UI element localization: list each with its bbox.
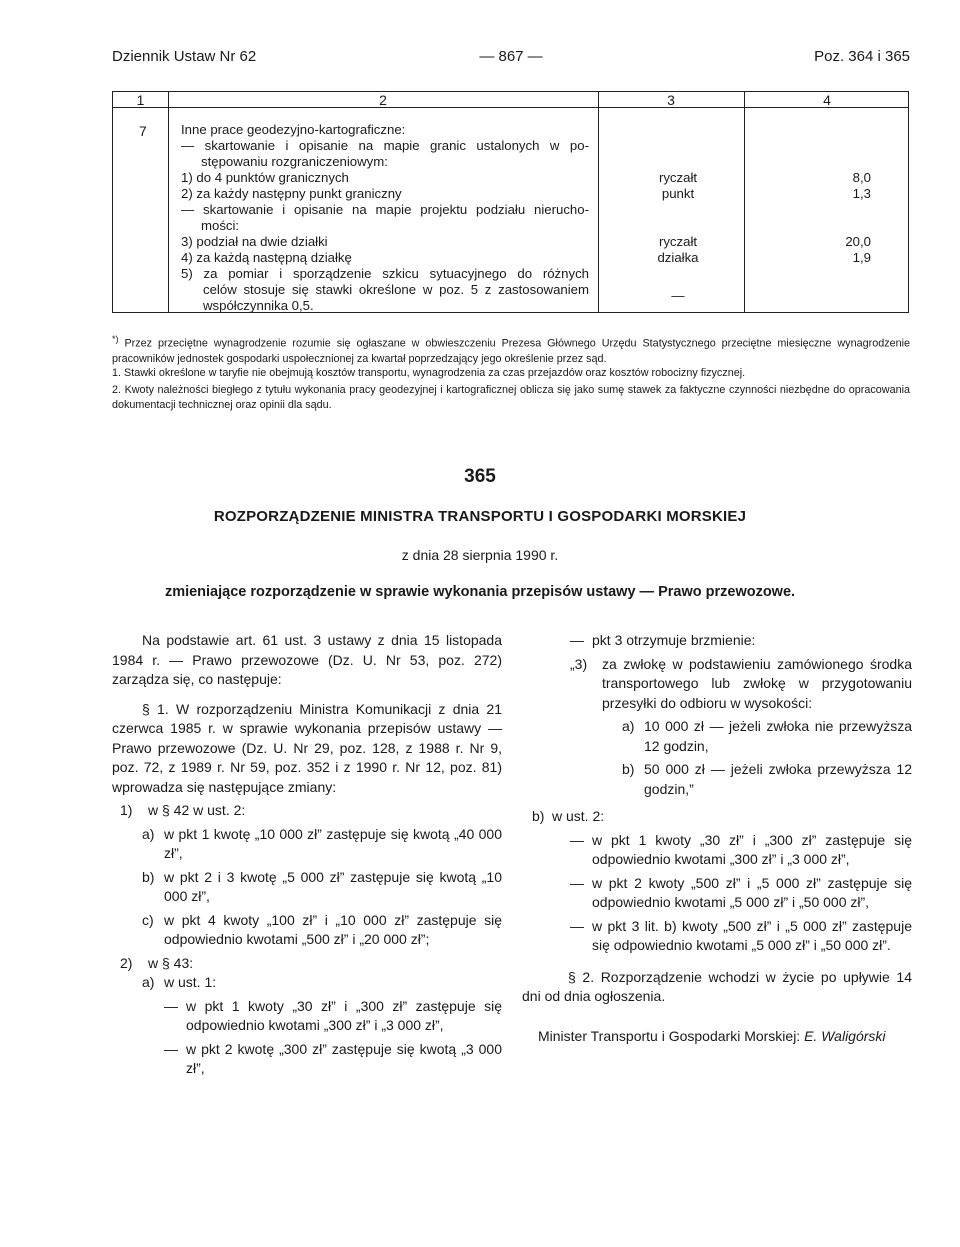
quoted-a [522,717,912,756]
footnote-2-mark: 2. [112,384,122,396]
item-1c-mark: c) [142,911,154,928]
dash-item-1 [112,997,502,1036]
paragraph-2: § 2. Rozporządzenie wchodzi w życie po upływie 14 dni od dnia ogłoszenia. [522,968,912,1004]
rate-cell: 1,9 [852,250,871,265]
quoted-point-3 [522,655,912,714]
item-b [522,807,912,827]
desc-line: 4) za każdą następną działkę [181,250,352,265]
paragraph-1: § 1. W rozporządzeniu Ministra Komunikacji z dnia 21 czerwca 1985 r. w sprawie wykonania przepisów ustawy — Prawo przewozowe (Dz. U. Nr 29, poz. 128, z 1988 r. Nr 9, poz. 72, z 1989 r. Nr 59, poz. 352 i z 1990 r. Nr 12, poz. 81) wprowadza się następujące zmiany: [112,700,502,795]
pkt3-text: pkt 3 otrzymuje brzmienie: [592,632,756,648]
item-1a-mark: a) [142,825,155,842]
quoted-b-text: 50 000 zł — jeżeli zwłoka przewyższa 12 godzin,” [644,761,912,797]
unit-cell: punkt [661,186,695,201]
preamble: Na podstawie art. 61 ust. 3 ustawy z dnia 15 listopada 1984 r. — Prawo przewozowe (Dz. U. Nr 53, poz. 272) zarządza się, co następuje: [112,632,502,687]
dash-item-1-mark: — [164,997,178,1014]
unit-cell: działka [657,250,699,265]
rate-cell: 8,0 [852,170,871,185]
footnote-2-text: Kwoty należności biegłego z tytułu wykonania pracy geodezyjnej i kartograficznej oblicza się jako sumę stawek za faktyczne czynności niezbędne do opracowania dokumentacji technicznej oraz opinii dla sądu. [112,384,911,411]
item-2a-text: w ust. 1: [164,974,217,990]
item-2a [112,973,502,993]
dash-r2 [522,874,912,913]
item-b-mark: b) [532,808,545,824]
item-1c-text: w pkt 4 kwoty „100 zł” i „10 000 zł” zastępuje się odpowiednio kwotami „500 zł” i „20 000 zł”; [164,911,502,947]
desc-line: — skartowanie i opisanie na mapie granic ustalonych w po- [181,138,589,153]
pkt3-line [522,631,912,651]
item-2-mark: 2) [120,954,133,971]
dash-r3 [522,917,912,956]
unit-cell: ryczałt [658,170,698,185]
dash-item-2-mark: — [164,1040,178,1057]
rate-cell: 1,3 [852,186,871,201]
position-range: Poz. 364 i 365 [814,48,910,65]
desc-line: 1) do 4 punktów granicznych [181,170,349,185]
quoted-a-mark: a) [622,718,635,734]
col-header-2: 2 [379,92,387,108]
item-1-mark: 1) [120,802,133,818]
item-1c [112,911,502,950]
item-2a-mark: a) [142,974,155,990]
footnote-2 [112,383,910,413]
desc-line: celów stosuje się stawki określone w poz. 5 z zastosowaniem [203,282,589,297]
desc-line: mości: [201,218,240,233]
item-1-text: w § 42 w ust. 2: [148,802,246,818]
rate-cell: 20,0 [845,234,871,249]
dash-r2-text: w pkt 2 kwoty „500 zł” i „5 000 zł” zastępuje się odpowiednio kwotami „5 000 zł” i „50 000 zł”, [592,874,912,910]
dash-item-2-text: w pkt 2 kwotę „300 zł” zastępuje się kwotą „3 000 zł”, [186,1040,502,1076]
row-number: 7 [139,123,147,139]
footnote-star-mark: *) [112,334,119,344]
dash-r1 [522,831,912,870]
footnote-star [112,332,910,367]
dash-item-2 [112,1040,502,1079]
quoted-point-3-text: za zwłokę w podstawieniu zamówionego środka transportowego lub zwłokę w przygotowaniu przesyłki do odbioru w wysokości: [602,655,912,711]
item-1a-text: w pkt 1 kwotę „10 000 zł” zastępuje się kwotą „40 000 zł”, [164,825,502,861]
dash-r3-mark: — [570,917,584,934]
desc-line: 2) za każdy następny punkt graniczny [181,186,402,201]
quoted-a-text: 10 000 zł — jeżeli zwłoka nie przewyższa 12 godzin, [644,718,912,754]
footnote-star-text: Przez przeciętne wynagrodzenie rozumie się ogłaszane w obwieszczeniu Prezesa Głównego Urzędu Statystycznego przeciętne miesięczne wynagrodzenie pracowników jednostek gospodarki uspołecznionej za kwartał poprzedzający jego określenie przez sąd. [112,337,911,365]
dash-r2-mark: — [570,874,584,891]
left-column [112,631,502,1079]
col-header-1: 1 [136,92,145,108]
quoted-b-mark: b) [622,761,635,777]
dash-item-1-text: w pkt 1 kwoty „30 zł” i „300 zł” zastępuje się odpowiednio kwotami „300 zł” i „3 000 zł”, [186,997,502,1033]
desc-line: współczynnika 0,5. [203,298,314,313]
pkt3-mark: — [570,632,584,648]
desc-line: Inne prace geodezyjno-kartograficzne: [181,122,406,137]
act-title: ROZPORZĄDZENIE MINISTRA TRANSPORTU I GOSPODARKI MORSKIEJ [213,508,747,525]
act-subject: zmieniające rozporządzenie w sprawie wykonania przepisów ustawy — Prawo przewozowe. [164,584,796,600]
rates-table [112,91,909,313]
act-date: z dnia 28 sierpnia 1990 r. [401,547,559,563]
unit-cell: — [671,288,685,303]
item-b-text: w ust. 2: [552,808,605,824]
dash-r1-mark: — [570,831,584,848]
footnote-1 [112,366,910,381]
item-2-text: w § 43: [148,954,194,971]
item-1b [112,868,502,907]
col-header-4: 4 [823,92,831,108]
desc-line: stępowaniu rozgraniczeniowym: [201,154,388,169]
item-1b-mark: b) [142,868,155,885]
item-2 [112,954,502,974]
signature-name: E. Waligórski [804,1028,886,1044]
quoted-b [522,760,912,799]
desc-line: 5) za pomiar i sporządzenie szkicu sytuacyjnego do różnych [181,266,589,281]
journal-title: Dziennik Ustaw Nr 62 [112,48,257,65]
col-header-3: 3 [667,92,675,108]
item-1b-text: w pkt 2 i 3 kwotę „5 000 zł” zastępuje się kwotą „10 000 zł”, [164,868,502,904]
desc-line: — skartowanie i opisanie na mapie projektu podziału nierucho- [181,202,589,217]
footnote-1-text: Stawki określone w taryfie nie obejmują kosztów transportu, wynagrodzenia za czas przejazdów oraz kosztów robocizny fizycznej. [124,367,746,379]
row-description [181,122,589,314]
quoted-point-3-mark: „3) [570,655,588,672]
page-number: — 867 — [479,48,543,65]
desc-line: 3) podział na dwie działki [181,234,328,249]
item-1a [112,825,502,864]
unit-cell: ryczałt [658,234,698,249]
footnote-1-mark: 1. [112,367,122,379]
dash-r1-text: w pkt 1 kwoty „30 zł” i „300 zł” zastępuje się odpowiednio kwotami „300 zł” i „3 000 zł”, [592,831,912,867]
item-1 [112,801,502,821]
dash-r3-text: w pkt 3 lit. b) kwoty „500 zł” i „5 000 zł” zastępuje się odpowiednio kwotami „5 000 zł” i „50 000 zł”. [592,917,912,953]
right-column [522,631,912,1007]
act-number: 365 [464,466,496,487]
signature-title: Minister Transportu i Gospodarki Morskiej: [538,1028,801,1044]
signature [538,1028,886,1044]
